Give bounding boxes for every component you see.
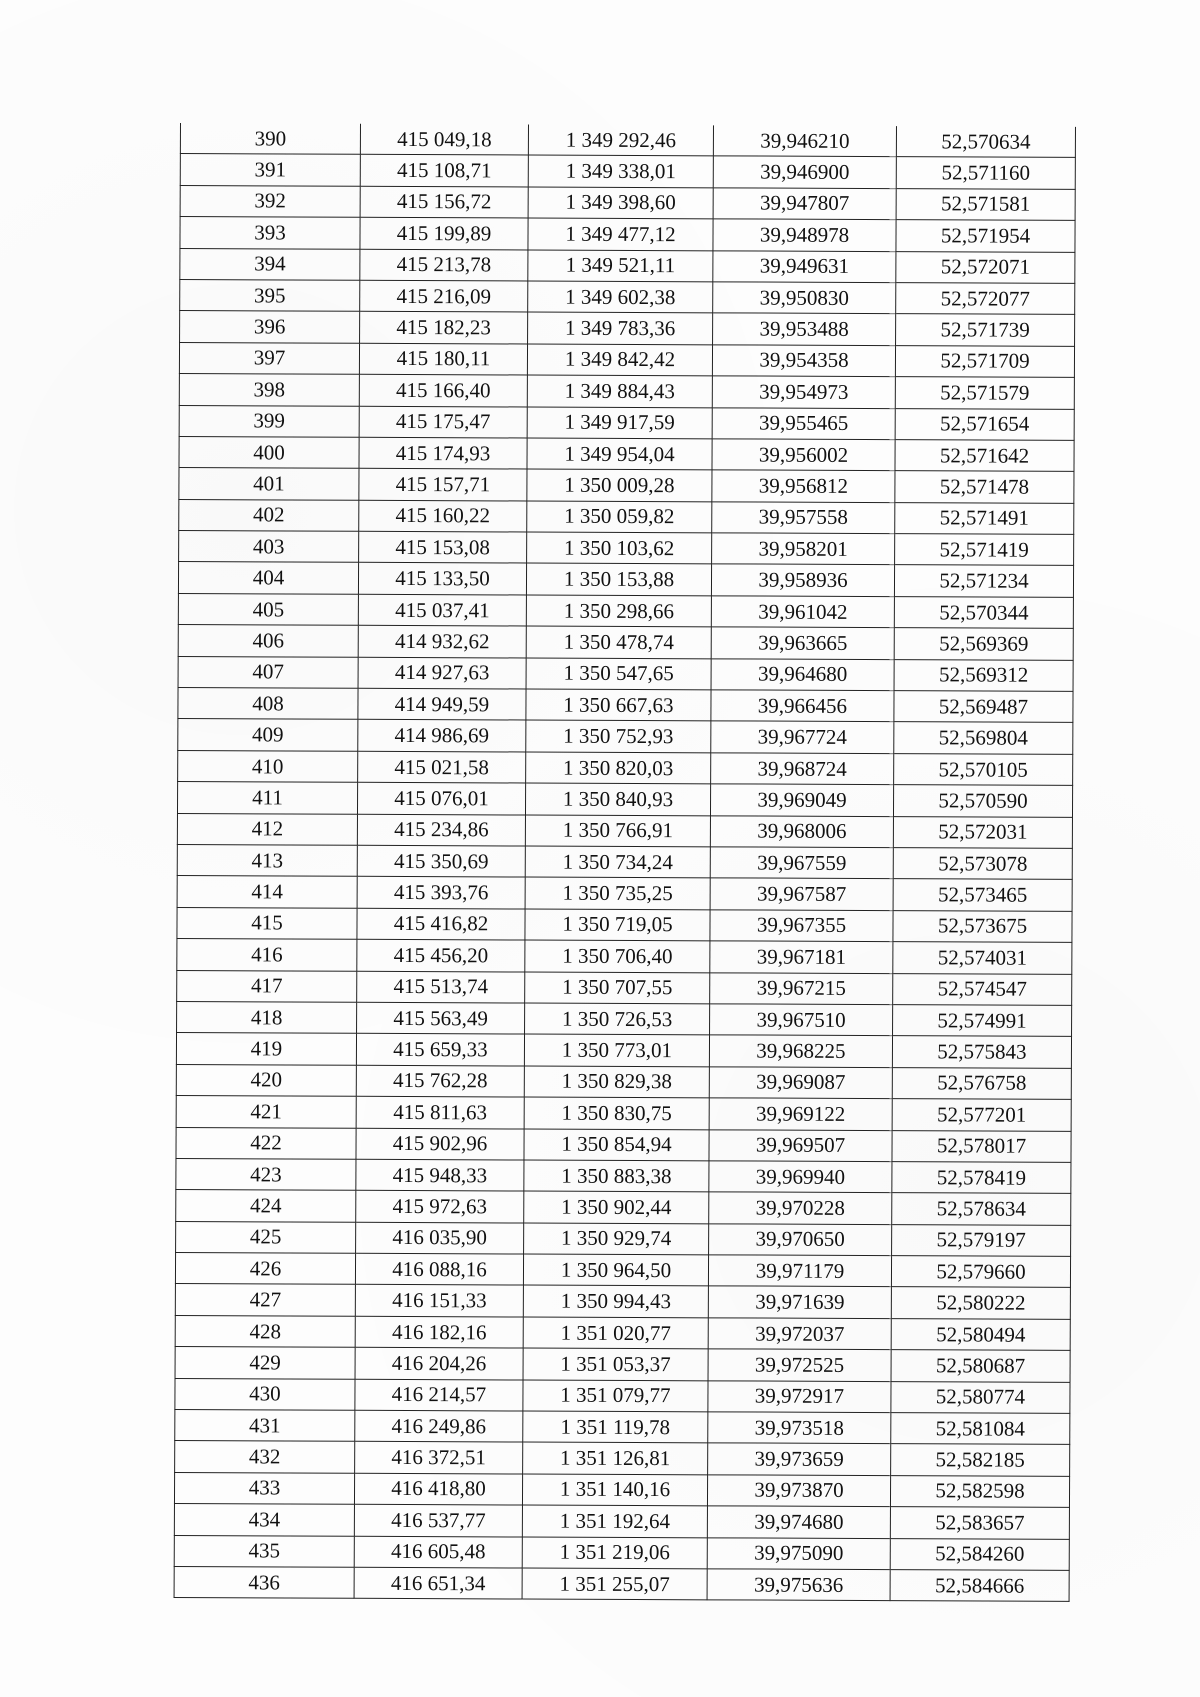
y-coordinate-cell: 1 351 219,06 bbox=[522, 1537, 707, 1569]
longitude-cell: 52,572071 bbox=[896, 251, 1075, 283]
table-row bbox=[180, 123, 1075, 158]
longitude-cell: 52,580687 bbox=[891, 1350, 1070, 1382]
longitude-cell: 52,574547 bbox=[893, 973, 1072, 1005]
x-coordinate-cell: 415 234,86 bbox=[357, 814, 525, 846]
x-coordinate-cell: 415 133,50 bbox=[358, 563, 526, 595]
y-coordinate-cell: 1 350 773,01 bbox=[524, 1034, 709, 1066]
y-coordinate-cell: 1 350 766,91 bbox=[525, 815, 710, 847]
longitude-cell: 52,579660 bbox=[891, 1256, 1070, 1288]
latitude-cell: 39,958936 bbox=[711, 564, 894, 596]
y-coordinate-cell: 1 351 119,78 bbox=[523, 1411, 708, 1443]
longitude-cell: 52,575843 bbox=[892, 1036, 1071, 1068]
point-number-cell: 405 bbox=[178, 593, 358, 625]
y-coordinate-cell: 1 350 059,82 bbox=[527, 501, 712, 533]
x-coordinate-cell: 415 972,63 bbox=[356, 1191, 524, 1223]
latitude-cell: 39,973870 bbox=[707, 1475, 890, 1507]
latitude-cell: 39,953488 bbox=[713, 313, 896, 345]
latitude-cell: 39,949631 bbox=[713, 250, 896, 282]
latitude-cell: 39,973659 bbox=[708, 1443, 891, 1475]
point-number-cell: 415 bbox=[177, 907, 357, 939]
table-row bbox=[174, 1504, 1069, 1539]
x-coordinate-cell: 416 204,26 bbox=[355, 1348, 523, 1380]
table-row bbox=[175, 1315, 1070, 1350]
table-row bbox=[175, 1347, 1070, 1382]
x-coordinate-cell: 416 418,80 bbox=[354, 1473, 522, 1505]
latitude-cell: 39,975090 bbox=[707, 1537, 890, 1569]
point-number-cell: 406 bbox=[178, 625, 358, 657]
longitude-cell: 52,571709 bbox=[895, 345, 1074, 377]
table-row bbox=[179, 374, 1074, 409]
x-coordinate-cell: 415 902,96 bbox=[356, 1128, 524, 1160]
x-coordinate-cell: 415 180,11 bbox=[359, 343, 527, 375]
latitude-cell: 39,972917 bbox=[708, 1380, 891, 1412]
x-coordinate-cell: 415 156,72 bbox=[360, 186, 528, 218]
latitude-cell: 39,972525 bbox=[708, 1349, 891, 1381]
table-row bbox=[177, 782, 1072, 817]
y-coordinate-cell: 1 350 964,50 bbox=[523, 1254, 708, 1286]
table-row bbox=[176, 1158, 1071, 1193]
x-coordinate-cell: 415 076,01 bbox=[357, 782, 525, 814]
latitude-cell: 39,967355 bbox=[710, 910, 893, 942]
latitude-cell: 39,967215 bbox=[710, 972, 893, 1004]
latitude-cell: 39,961042 bbox=[711, 596, 894, 628]
longitude-cell: 52,580774 bbox=[891, 1381, 1070, 1413]
latitude-cell: 39,970650 bbox=[709, 1223, 892, 1255]
table-row bbox=[180, 248, 1075, 283]
point-number-cell: 393 bbox=[180, 217, 360, 249]
latitude-cell: 39,966456 bbox=[711, 690, 894, 722]
x-coordinate-cell: 416 372,51 bbox=[355, 1442, 523, 1474]
longitude-cell: 52,576758 bbox=[892, 1067, 1071, 1099]
coordinates-table bbox=[174, 123, 1076, 1602]
latitude-cell: 39,967587 bbox=[710, 878, 893, 910]
point-number-cell: 416 bbox=[177, 939, 357, 971]
point-number-cell: 419 bbox=[176, 1033, 356, 1065]
point-number-cell: 410 bbox=[178, 750, 358, 782]
point-number-cell: 434 bbox=[174, 1504, 354, 1536]
point-number-cell: 412 bbox=[177, 813, 357, 845]
latitude-cell: 39,958201 bbox=[712, 533, 895, 565]
point-number-cell: 436 bbox=[174, 1566, 354, 1598]
y-coordinate-cell: 1 350 854,94 bbox=[524, 1129, 709, 1161]
y-coordinate-cell: 1 350 478,74 bbox=[526, 626, 711, 658]
point-number-cell: 390 bbox=[180, 123, 360, 155]
point-number-cell: 399 bbox=[179, 405, 359, 437]
x-coordinate-cell: 415 174,93 bbox=[359, 437, 527, 469]
table-row bbox=[176, 1190, 1071, 1225]
x-coordinate-cell: 415 948,33 bbox=[356, 1159, 524, 1191]
table-row bbox=[179, 531, 1074, 566]
x-coordinate-cell: 416 605,48 bbox=[354, 1536, 522, 1568]
x-coordinate-cell: 416 035,90 bbox=[356, 1222, 524, 1254]
point-number-cell: 403 bbox=[179, 531, 359, 563]
y-coordinate-cell: 1 351 079,77 bbox=[523, 1380, 708, 1412]
latitude-cell: 39,972037 bbox=[708, 1318, 891, 1350]
y-coordinate-cell: 1 350 902,44 bbox=[524, 1191, 709, 1223]
latitude-cell: 39,968225 bbox=[709, 1035, 892, 1067]
x-coordinate-cell: 416 151,33 bbox=[355, 1285, 523, 1317]
longitude-cell: 52,570344 bbox=[894, 596, 1073, 628]
latitude-cell: 39,964680 bbox=[711, 658, 894, 690]
point-number-cell: 400 bbox=[179, 436, 359, 468]
longitude-cell: 52,578634 bbox=[892, 1193, 1071, 1225]
longitude-cell: 52,571478 bbox=[895, 471, 1074, 503]
point-number-cell: 421 bbox=[176, 1096, 356, 1128]
latitude-cell: 39,970228 bbox=[709, 1192, 892, 1224]
x-coordinate-cell: 415 182,23 bbox=[360, 312, 528, 344]
longitude-cell: 52,582185 bbox=[891, 1444, 1070, 1476]
table-row bbox=[176, 1033, 1071, 1068]
point-number-cell: 426 bbox=[175, 1253, 355, 1285]
latitude-cell: 39,956002 bbox=[712, 439, 895, 471]
longitude-cell: 52,574991 bbox=[893, 1005, 1072, 1037]
y-coordinate-cell: 1 349 292,46 bbox=[528, 125, 713, 157]
point-number-cell: 432 bbox=[175, 1441, 355, 1473]
latitude-cell: 39,957558 bbox=[712, 502, 895, 534]
x-coordinate-cell: 415 456,20 bbox=[357, 939, 525, 971]
x-coordinate-cell: 415 049,18 bbox=[360, 124, 528, 156]
table-row bbox=[174, 1535, 1069, 1570]
point-number-cell: 423 bbox=[176, 1158, 356, 1190]
table-row bbox=[180, 154, 1075, 189]
table-row bbox=[179, 499, 1074, 534]
longitude-cell: 52,577201 bbox=[892, 1099, 1071, 1131]
table-row bbox=[179, 342, 1074, 377]
table-row bbox=[175, 1378, 1070, 1413]
table-row bbox=[178, 656, 1073, 691]
x-coordinate-cell: 415 563,49 bbox=[357, 1002, 525, 1034]
point-number-cell: 394 bbox=[180, 248, 360, 280]
latitude-cell: 39,969940 bbox=[709, 1161, 892, 1193]
y-coordinate-cell: 1 349 477,12 bbox=[528, 218, 713, 250]
table-row bbox=[177, 813, 1072, 848]
table-row bbox=[178, 625, 1073, 660]
longitude-cell: 52,579197 bbox=[892, 1224, 1071, 1256]
longitude-cell: 52,583657 bbox=[890, 1507, 1069, 1539]
point-number-cell: 433 bbox=[174, 1472, 354, 1504]
x-coordinate-cell: 415 160,22 bbox=[359, 500, 527, 532]
latitude-cell: 39,967181 bbox=[710, 941, 893, 973]
y-coordinate-cell: 1 350 929,74 bbox=[524, 1223, 709, 1255]
point-number-cell: 418 bbox=[177, 1001, 357, 1033]
x-coordinate-cell: 415 166,40 bbox=[359, 374, 527, 406]
longitude-cell: 52,571654 bbox=[895, 408, 1074, 440]
point-number-cell: 401 bbox=[179, 468, 359, 500]
y-coordinate-cell: 1 351 192,64 bbox=[522, 1505, 707, 1537]
y-coordinate-cell: 1 350 707,55 bbox=[525, 972, 710, 1004]
y-coordinate-cell: 1 349 521,11 bbox=[528, 250, 713, 282]
longitude-cell: 52,571419 bbox=[895, 534, 1074, 566]
latitude-cell: 39,954973 bbox=[712, 376, 895, 408]
point-number-cell: 411 bbox=[177, 782, 357, 814]
y-coordinate-cell: 1 350 752,93 bbox=[526, 720, 711, 752]
y-coordinate-cell: 1 350 829,38 bbox=[524, 1066, 709, 1098]
latitude-cell: 39,975636 bbox=[707, 1569, 890, 1601]
longitude-cell: 52,571581 bbox=[896, 188, 1075, 220]
x-coordinate-cell: 415 513,74 bbox=[357, 971, 525, 1003]
latitude-cell: 39,974680 bbox=[707, 1506, 890, 1538]
table-row bbox=[176, 1127, 1071, 1162]
longitude-cell: 52,578419 bbox=[892, 1162, 1071, 1194]
latitude-cell: 39,969087 bbox=[709, 1067, 892, 1099]
point-number-cell: 435 bbox=[174, 1535, 354, 1567]
y-coordinate-cell: 1 350 883,38 bbox=[524, 1160, 709, 1192]
point-number-cell: 429 bbox=[175, 1347, 355, 1379]
latitude-cell: 39,973518 bbox=[708, 1412, 891, 1444]
latitude-cell: 39,968724 bbox=[711, 753, 894, 785]
latitude-cell: 39,954358 bbox=[712, 345, 895, 377]
table-row bbox=[179, 436, 1074, 471]
x-coordinate-cell: 415 659,33 bbox=[356, 1034, 524, 1066]
point-number-cell: 417 bbox=[177, 970, 357, 1002]
latitude-cell: 39,963665 bbox=[711, 627, 894, 659]
table-row bbox=[176, 1221, 1071, 1256]
y-coordinate-cell: 1 351 255,07 bbox=[522, 1568, 707, 1600]
x-coordinate-cell: 414 949,59 bbox=[358, 688, 526, 720]
x-coordinate-cell: 415 762,28 bbox=[356, 1065, 524, 1097]
table-row bbox=[180, 217, 1075, 252]
point-number-cell: 391 bbox=[180, 154, 360, 186]
x-coordinate-cell: 414 927,63 bbox=[358, 657, 526, 689]
x-coordinate-cell: 415 108,71 bbox=[360, 155, 528, 187]
longitude-cell: 52,571642 bbox=[895, 440, 1074, 472]
y-coordinate-cell: 1 350 009,28 bbox=[527, 469, 712, 501]
latitude-cell: 39,946210 bbox=[713, 125, 896, 157]
table-row bbox=[178, 688, 1073, 723]
x-coordinate-cell: 415 199,89 bbox=[360, 217, 528, 249]
table-row bbox=[175, 1253, 1070, 1288]
y-coordinate-cell: 1 349 602,38 bbox=[528, 281, 713, 313]
latitude-cell: 39,946900 bbox=[713, 156, 896, 188]
y-coordinate-cell: 1 351 020,77 bbox=[523, 1317, 708, 1349]
table-row bbox=[180, 311, 1075, 346]
table-row bbox=[177, 876, 1072, 911]
x-coordinate-cell: 414 932,62 bbox=[358, 626, 526, 658]
point-number-cell: 409 bbox=[178, 719, 358, 751]
longitude-cell: 52,584260 bbox=[890, 1538, 1069, 1570]
x-coordinate-cell: 415 811,63 bbox=[356, 1096, 524, 1128]
y-coordinate-cell: 1 350 820,03 bbox=[526, 752, 711, 784]
x-coordinate-cell: 416 651,34 bbox=[354, 1567, 522, 1599]
y-coordinate-cell: 1 350 298,66 bbox=[526, 595, 711, 627]
latitude-cell: 39,969049 bbox=[710, 784, 893, 816]
point-number-cell: 404 bbox=[178, 562, 358, 594]
point-number-cell: 414 bbox=[177, 876, 357, 908]
y-coordinate-cell: 1 350 734,24 bbox=[525, 846, 710, 878]
x-coordinate-cell: 415 037,41 bbox=[358, 594, 526, 626]
longitude-cell: 52,569369 bbox=[894, 628, 1073, 660]
point-number-cell: 402 bbox=[179, 499, 359, 531]
table-row bbox=[178, 593, 1073, 628]
longitude-cell: 52,571579 bbox=[895, 377, 1074, 409]
x-coordinate-cell: 416 249,86 bbox=[355, 1410, 523, 1442]
x-coordinate-cell: 416 088,16 bbox=[355, 1253, 523, 1285]
x-coordinate-cell: 415 350,69 bbox=[357, 845, 525, 877]
table-row bbox=[177, 907, 1072, 942]
y-coordinate-cell: 1 349 917,59 bbox=[527, 407, 712, 439]
longitude-cell: 52,572031 bbox=[893, 816, 1072, 848]
table-row bbox=[180, 185, 1075, 220]
latitude-cell: 39,971179 bbox=[708, 1255, 891, 1287]
table-row bbox=[177, 939, 1072, 974]
longitude-cell: 52,571160 bbox=[896, 157, 1075, 189]
x-coordinate-cell: 415 157,71 bbox=[359, 469, 527, 501]
table-row bbox=[178, 562, 1073, 597]
point-number-cell: 398 bbox=[179, 374, 359, 406]
y-coordinate-cell: 1 349 398,60 bbox=[528, 187, 713, 219]
y-coordinate-cell: 1 351 140,16 bbox=[522, 1474, 707, 1506]
longitude-cell: 52,581084 bbox=[891, 1413, 1070, 1445]
table-row bbox=[178, 719, 1073, 754]
x-coordinate-cell: 416 214,57 bbox=[355, 1379, 523, 1411]
point-number-cell: 425 bbox=[176, 1221, 356, 1253]
longitude-cell: 52,571954 bbox=[896, 220, 1075, 252]
y-coordinate-cell: 1 350 994,43 bbox=[523, 1285, 708, 1317]
longitude-cell: 52,582598 bbox=[890, 1475, 1069, 1507]
latitude-cell: 39,969122 bbox=[709, 1098, 892, 1130]
longitude-cell: 52,569804 bbox=[894, 722, 1073, 754]
coordinates-table-body bbox=[174, 123, 1075, 1602]
latitude-cell: 39,948978 bbox=[713, 219, 896, 251]
x-coordinate-cell: 415 175,47 bbox=[359, 406, 527, 438]
y-coordinate-cell: 1 349 884,43 bbox=[527, 375, 712, 407]
point-number-cell: 428 bbox=[175, 1315, 355, 1347]
longitude-cell: 52,572077 bbox=[896, 283, 1075, 315]
table-row bbox=[179, 468, 1074, 503]
latitude-cell: 39,947807 bbox=[713, 188, 896, 220]
y-coordinate-cell: 1 350 153,88 bbox=[526, 563, 711, 595]
point-number-cell: 424 bbox=[176, 1190, 356, 1222]
y-coordinate-cell: 1 351 126,81 bbox=[523, 1442, 708, 1474]
x-coordinate-cell: 415 213,78 bbox=[360, 249, 528, 281]
longitude-cell: 52,584666 bbox=[890, 1570, 1069, 1602]
point-number-cell: 420 bbox=[176, 1064, 356, 1096]
longitude-cell: 52,570105 bbox=[894, 753, 1073, 785]
latitude-cell: 39,956812 bbox=[712, 470, 895, 502]
longitude-cell: 52,580222 bbox=[891, 1287, 1070, 1319]
x-coordinate-cell: 415 416,82 bbox=[357, 908, 525, 940]
latitude-cell: 39,967724 bbox=[711, 721, 894, 753]
longitude-cell: 52,570590 bbox=[893, 785, 1072, 817]
y-coordinate-cell: 1 351 053,37 bbox=[523, 1348, 708, 1380]
y-coordinate-cell: 1 350 547,65 bbox=[526, 658, 711, 690]
y-coordinate-cell: 1 350 103,62 bbox=[527, 532, 712, 564]
x-coordinate-cell: 415 216,09 bbox=[360, 280, 528, 312]
point-number-cell: 431 bbox=[175, 1410, 355, 1442]
table-row bbox=[177, 844, 1072, 879]
table-row bbox=[174, 1472, 1069, 1507]
table-row bbox=[175, 1284, 1070, 1319]
point-number-cell: 413 bbox=[177, 844, 357, 876]
latitude-cell: 39,968006 bbox=[710, 815, 893, 847]
longitude-cell: 52,578017 bbox=[892, 1130, 1071, 1162]
table-row bbox=[178, 750, 1073, 785]
longitude-cell: 52,573078 bbox=[893, 848, 1072, 880]
point-number-cell: 422 bbox=[176, 1127, 356, 1159]
table-row bbox=[175, 1410, 1070, 1445]
y-coordinate-cell: 1 350 706,40 bbox=[525, 940, 710, 972]
table-row bbox=[177, 970, 1072, 1005]
table-row bbox=[176, 1096, 1071, 1131]
table-row bbox=[179, 405, 1074, 440]
longitude-cell: 52,571739 bbox=[896, 314, 1075, 346]
point-number-cell: 407 bbox=[178, 656, 358, 688]
point-number-cell: 430 bbox=[175, 1378, 355, 1410]
latitude-cell: 39,955465 bbox=[712, 407, 895, 439]
point-number-cell: 396 bbox=[180, 311, 360, 343]
table-row bbox=[180, 279, 1075, 314]
point-number-cell: 427 bbox=[175, 1284, 355, 1316]
longitude-cell: 52,573465 bbox=[893, 879, 1072, 911]
y-coordinate-cell: 1 350 840,93 bbox=[525, 783, 710, 815]
y-coordinate-cell: 1 350 667,63 bbox=[526, 689, 711, 721]
x-coordinate-cell: 415 153,08 bbox=[359, 531, 527, 563]
y-coordinate-cell: 1 350 735,25 bbox=[525, 877, 710, 909]
longitude-cell: 52,569312 bbox=[894, 659, 1073, 691]
longitude-cell: 52,569487 bbox=[894, 691, 1073, 723]
latitude-cell: 39,950830 bbox=[713, 282, 896, 314]
longitude-cell: 52,580494 bbox=[891, 1318, 1070, 1350]
point-number-cell: 392 bbox=[180, 185, 360, 217]
point-number-cell: 395 bbox=[180, 279, 360, 311]
table-row bbox=[175, 1441, 1070, 1476]
x-coordinate-cell: 415 393,76 bbox=[357, 877, 525, 909]
table-row bbox=[176, 1064, 1071, 1099]
x-coordinate-cell: 416 537,77 bbox=[354, 1504, 522, 1536]
y-coordinate-cell: 1 349 338,01 bbox=[528, 155, 713, 187]
y-coordinate-cell: 1 349 842,42 bbox=[527, 344, 712, 376]
latitude-cell: 39,969507 bbox=[709, 1129, 892, 1161]
latitude-cell: 39,967510 bbox=[710, 1004, 893, 1036]
x-coordinate-cell: 416 182,16 bbox=[355, 1316, 523, 1348]
table-row bbox=[177, 1001, 1072, 1036]
point-number-cell: 408 bbox=[178, 688, 358, 720]
y-coordinate-cell: 1 349 954,04 bbox=[527, 438, 712, 470]
x-coordinate-cell: 414 986,69 bbox=[358, 720, 526, 752]
table-row bbox=[174, 1566, 1069, 1601]
y-coordinate-cell: 1 349 783,36 bbox=[528, 312, 713, 344]
longitude-cell: 52,571491 bbox=[895, 502, 1074, 534]
longitude-cell: 52,571234 bbox=[894, 565, 1073, 597]
longitude-cell: 52,574031 bbox=[893, 942, 1072, 974]
latitude-cell: 39,967559 bbox=[710, 847, 893, 879]
point-number-cell: 397 bbox=[179, 342, 359, 374]
longitude-cell: 52,570634 bbox=[896, 126, 1075, 158]
latitude-cell: 39,971639 bbox=[708, 1286, 891, 1318]
y-coordinate-cell: 1 350 726,53 bbox=[525, 1003, 710, 1035]
y-coordinate-cell: 1 350 830,75 bbox=[524, 1097, 709, 1129]
y-coordinate-cell: 1 350 719,05 bbox=[525, 909, 710, 941]
x-coordinate-cell: 415 021,58 bbox=[358, 751, 526, 783]
longitude-cell: 52,573675 bbox=[893, 910, 1072, 942]
